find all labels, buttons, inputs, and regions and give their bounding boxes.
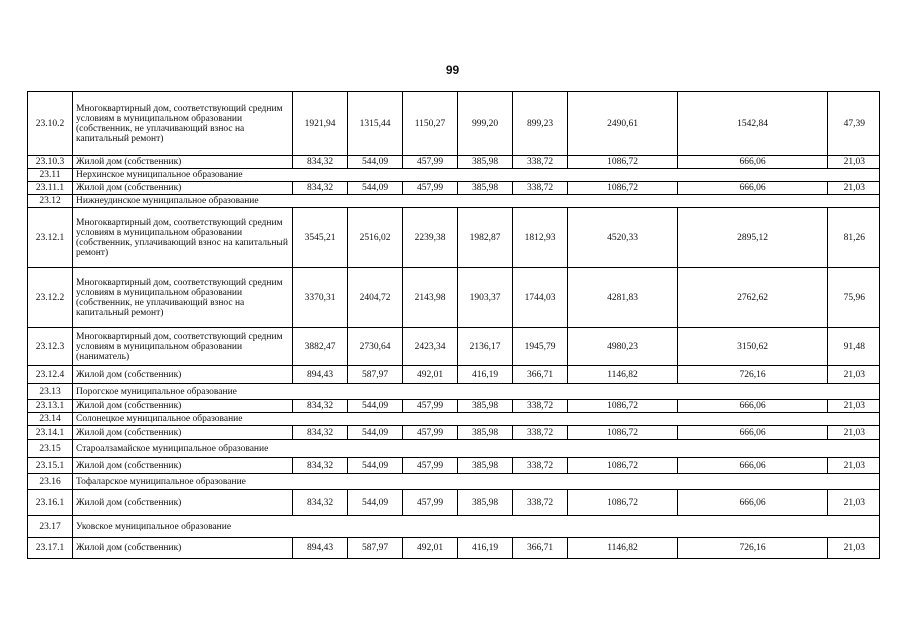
value-cell: 1315,44	[348, 92, 403, 156]
municipality-title: Нерхинское муниципальное образование	[73, 169, 880, 182]
municipality-title: Нижнеудинское муниципальное образование	[73, 195, 880, 208]
value-cell: 21,03	[828, 156, 880, 169]
housing-type: Жилой дом (собственник)	[73, 156, 293, 169]
value-cell: 1146,82	[568, 538, 678, 559]
table-row	[28, 156, 880, 169]
housing-type: Жилой дом (собственник)	[73, 366, 293, 384]
table-row	[28, 538, 880, 559]
municipality-title: Тофаларское муниципальное образование	[73, 474, 880, 490]
value-cell: 4281,83	[568, 268, 678, 328]
value-cell: 21,03	[828, 458, 880, 474]
row-code: 23.17.1	[28, 538, 73, 559]
value-cell: 1146,82	[568, 366, 678, 384]
value-cell: 834,32	[293, 426, 348, 440]
section-row	[28, 195, 880, 208]
value-cell: 1086,72	[568, 458, 678, 474]
value-cell: 338,72	[513, 182, 568, 195]
value-cell: 666,06	[678, 156, 828, 169]
value-cell: 666,06	[678, 400, 828, 413]
value-cell: 457,99	[403, 182, 458, 195]
table-row	[28, 328, 880, 366]
table-row	[28, 400, 880, 413]
value-cell: 21,03	[828, 366, 880, 384]
value-cell: 2239,38	[403, 208, 458, 268]
value-cell: 1086,72	[568, 156, 678, 169]
value-cell: 544,09	[348, 400, 403, 413]
row-code: 23.12	[28, 195, 73, 208]
table-row	[28, 490, 880, 516]
housing-type: Многоквартирный дом, соответствующий средним условиям в муниципальном образовании (наниматель)	[73, 328, 293, 366]
value-cell: 21,03	[828, 400, 880, 413]
table-row	[28, 182, 880, 195]
row-code: 23.10.3	[28, 156, 73, 169]
row-code: 23.10.2	[28, 92, 73, 156]
value-cell: 338,72	[513, 156, 568, 169]
municipality-title: Солонецкое муниципальное образование	[73, 413, 880, 426]
value-cell: 457,99	[403, 400, 458, 413]
value-cell: 2516,02	[348, 208, 403, 268]
row-code: 23.11	[28, 169, 73, 182]
value-cell: 416,19	[458, 538, 513, 559]
housing-type: Жилой дом (собственник)	[73, 490, 293, 516]
value-cell: 3150,62	[678, 328, 828, 366]
value-cell: 3545,21	[293, 208, 348, 268]
table-row	[28, 426, 880, 440]
section-row	[28, 384, 880, 400]
row-code: 23.12.4	[28, 366, 73, 384]
value-cell: 544,09	[348, 426, 403, 440]
value-cell: 385,98	[458, 426, 513, 440]
value-cell: 492,01	[403, 538, 458, 559]
row-code: 23.15	[28, 440, 73, 458]
value-cell: 1086,72	[568, 182, 678, 195]
value-cell: 544,09	[348, 156, 403, 169]
value-cell: 666,06	[678, 426, 828, 440]
value-cell: 457,99	[403, 156, 458, 169]
section-row	[28, 516, 880, 538]
value-cell: 338,72	[513, 426, 568, 440]
row-code: 23.14.1	[28, 426, 73, 440]
value-cell: 1086,72	[568, 400, 678, 413]
housing-type: Жилой дом (собственник)	[73, 400, 293, 413]
table-row	[28, 366, 880, 384]
value-cell: 2423,34	[403, 328, 458, 366]
value-cell: 385,98	[458, 490, 513, 516]
value-cell: 834,32	[293, 490, 348, 516]
municipality-title: Порогское муниципальное образование	[73, 384, 880, 400]
value-cell: 1982,87	[458, 208, 513, 268]
municipality-title: Уковское муниципальное образование	[73, 516, 880, 538]
value-cell: 666,06	[678, 490, 828, 516]
value-cell: 1812,93	[513, 208, 568, 268]
value-cell: 834,32	[293, 458, 348, 474]
value-cell: 2730,64	[348, 328, 403, 366]
housing-type: Жилой дом (собственник)	[73, 426, 293, 440]
value-cell: 385,98	[458, 400, 513, 413]
value-cell: 47,39	[828, 92, 880, 156]
value-cell: 338,72	[513, 490, 568, 516]
section-row	[28, 413, 880, 426]
row-code: 23.12.2	[28, 268, 73, 328]
value-cell: 21,03	[828, 426, 880, 440]
value-cell: 4980,23	[568, 328, 678, 366]
value-cell: 894,43	[293, 366, 348, 384]
value-cell: 1903,37	[458, 268, 513, 328]
section-row	[28, 474, 880, 490]
value-cell: 834,32	[293, 400, 348, 413]
row-code: 23.13.1	[28, 400, 73, 413]
value-cell: 1945,79	[513, 328, 568, 366]
housing-type: Жилой дом (собственник)	[73, 182, 293, 195]
value-cell: 999,20	[458, 92, 513, 156]
value-cell: 21,03	[828, 538, 880, 559]
value-cell: 587,97	[348, 366, 403, 384]
row-code: 23.17	[28, 516, 73, 538]
value-cell: 385,98	[458, 182, 513, 195]
value-cell: 366,71	[513, 366, 568, 384]
table-row	[28, 268, 880, 328]
value-cell: 544,09	[348, 490, 403, 516]
value-cell: 366,71	[513, 538, 568, 559]
value-cell: 81,26	[828, 208, 880, 268]
value-cell: 544,09	[348, 458, 403, 474]
value-cell: 416,19	[458, 366, 513, 384]
value-cell: 3882,47	[293, 328, 348, 366]
value-cell: 338,72	[513, 458, 568, 474]
value-cell: 2895,12	[678, 208, 828, 268]
value-cell: 492,01	[403, 366, 458, 384]
value-cell: 21,03	[828, 182, 880, 195]
municipality-title: Староалзамайское муниципальное образование	[73, 440, 880, 458]
housing-type: Многоквартирный дом, соответствующий средним условиям в муниципальном образовании (собственник, не уплачивающий взнос на капитальный ремонт)	[73, 268, 293, 328]
value-cell: 457,99	[403, 458, 458, 474]
row-code: 23.15.1	[28, 458, 73, 474]
value-cell: 666,06	[678, 182, 828, 195]
value-cell: 666,06	[678, 458, 828, 474]
value-cell: 1921,94	[293, 92, 348, 156]
row-code: 23.11.1	[28, 182, 73, 195]
value-cell: 75,96	[828, 268, 880, 328]
table-row	[28, 208, 880, 268]
value-cell: 2143,98	[403, 268, 458, 328]
value-cell: 457,99	[403, 426, 458, 440]
housing-type: Жилой дом (собственник)	[73, 538, 293, 559]
table-row	[28, 458, 880, 474]
value-cell: 1150,27	[403, 92, 458, 156]
table-body	[28, 92, 880, 559]
value-cell: 1744,03	[513, 268, 568, 328]
value-cell: 2490,61	[568, 92, 678, 156]
value-cell: 894,43	[293, 538, 348, 559]
value-cell: 1086,72	[568, 490, 678, 516]
tariff-table	[27, 91, 880, 559]
value-cell: 385,98	[458, 458, 513, 474]
housing-type: Жилой дом (собственник)	[73, 458, 293, 474]
value-cell: 544,09	[348, 182, 403, 195]
value-cell: 3370,31	[293, 268, 348, 328]
row-code: 23.14	[28, 413, 73, 426]
value-cell: 726,16	[678, 366, 828, 384]
value-cell: 1086,72	[568, 426, 678, 440]
section-row	[28, 169, 880, 182]
value-cell: 2762,62	[678, 268, 828, 328]
value-cell: 1542,84	[678, 92, 828, 156]
value-cell: 338,72	[513, 400, 568, 413]
row-code: 23.12.1	[28, 208, 73, 268]
row-code: 23.12.3	[28, 328, 73, 366]
row-code: 23.13	[28, 384, 73, 400]
value-cell: 726,16	[678, 538, 828, 559]
value-cell: 834,32	[293, 156, 348, 169]
row-code: 23.16	[28, 474, 73, 490]
value-cell: 834,32	[293, 182, 348, 195]
value-cell: 4520,33	[568, 208, 678, 268]
value-cell: 385,98	[458, 156, 513, 169]
value-cell: 91,48	[828, 328, 880, 366]
row-code: 23.16.1	[28, 490, 73, 516]
housing-type: Многоквартирный дом, соответствующий средним условиям в муниципальном образовании (собственник, не уплачивающий взнос на капитальный ремонт)	[73, 92, 293, 156]
value-cell: 21,03	[828, 490, 880, 516]
section-row	[28, 440, 880, 458]
value-cell: 587,97	[348, 538, 403, 559]
page-number: 99	[445, 63, 460, 77]
value-cell: 2136,17	[458, 328, 513, 366]
table-row	[28, 92, 880, 156]
value-cell: 457,99	[403, 490, 458, 516]
value-cell: 899,23	[513, 92, 568, 156]
housing-type: Многоквартирный дом, соответствующий средним условиям в муниципальном образовании (собственник, уплачивающий взнос на капитальный ремонт)	[73, 208, 293, 268]
value-cell: 2404,72	[348, 268, 403, 328]
